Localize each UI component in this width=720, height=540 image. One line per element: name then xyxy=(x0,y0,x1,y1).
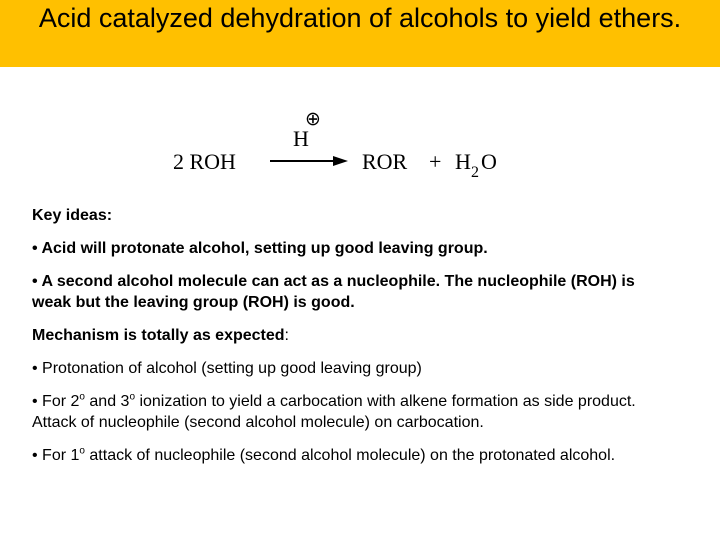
catalyst-label: H xyxy=(293,126,309,151)
bullet-nucleophile: • A second alcohol molecule can act as a nucleophile. The nucleophile (ROH) is weak but the leaving group (ROH) is good. xyxy=(32,273,635,311)
bullet4-degree-1: o xyxy=(79,391,85,403)
bullet-protonate: • Acid will protonate alcohol, setting up good leaving group. xyxy=(32,240,488,257)
mechanism-heading xyxy=(32,325,672,346)
title-bar xyxy=(0,0,720,67)
catalyst-charge: ⊕ xyxy=(305,108,321,130)
reaction-svg xyxy=(165,105,525,185)
bullet5-text-2: attack of nucleophile (second alcohol molecule) on the protonated alcohol. xyxy=(84,447,616,464)
reaction-equation xyxy=(165,105,525,185)
bullet4-text-2: and 3 xyxy=(84,393,130,410)
slide-title: Acid catalyzed dehydration of alcohols to yield ethers. xyxy=(38,3,682,33)
bullet-protonation: • Protonation of alcohol (setting up good leaving group) xyxy=(32,360,422,377)
product-ether: ROR xyxy=(362,149,408,174)
plus-sign: + xyxy=(429,149,442,174)
product-water-subscript: 2 xyxy=(471,164,479,181)
reaction-arrow-head xyxy=(333,156,348,166)
bullet5-degree: o xyxy=(79,445,85,457)
bullet4-text-3: ionization to yield a carbocation with alkene formation as side product. Attack of nucleophile (second alcohol molecule) on carbocation. xyxy=(32,393,636,431)
reactant-label: 2 ROH xyxy=(173,149,236,174)
bullet4-degree-2: o xyxy=(129,391,135,403)
product-water-h: H xyxy=(455,149,471,174)
bullet5-text-1: • For 1 xyxy=(32,447,80,464)
slide-body xyxy=(32,205,672,478)
bullet-secondary-tertiary xyxy=(32,391,672,433)
mechanism-label: Mechanism is totally as expected xyxy=(32,327,285,344)
bullet4-text-1: • For 2 xyxy=(32,393,80,410)
product-water-o: O xyxy=(481,149,497,174)
key-ideas-heading: Key ideas: xyxy=(32,207,113,224)
bullet-primary xyxy=(32,445,672,466)
mechanism-colon: : xyxy=(284,327,289,344)
